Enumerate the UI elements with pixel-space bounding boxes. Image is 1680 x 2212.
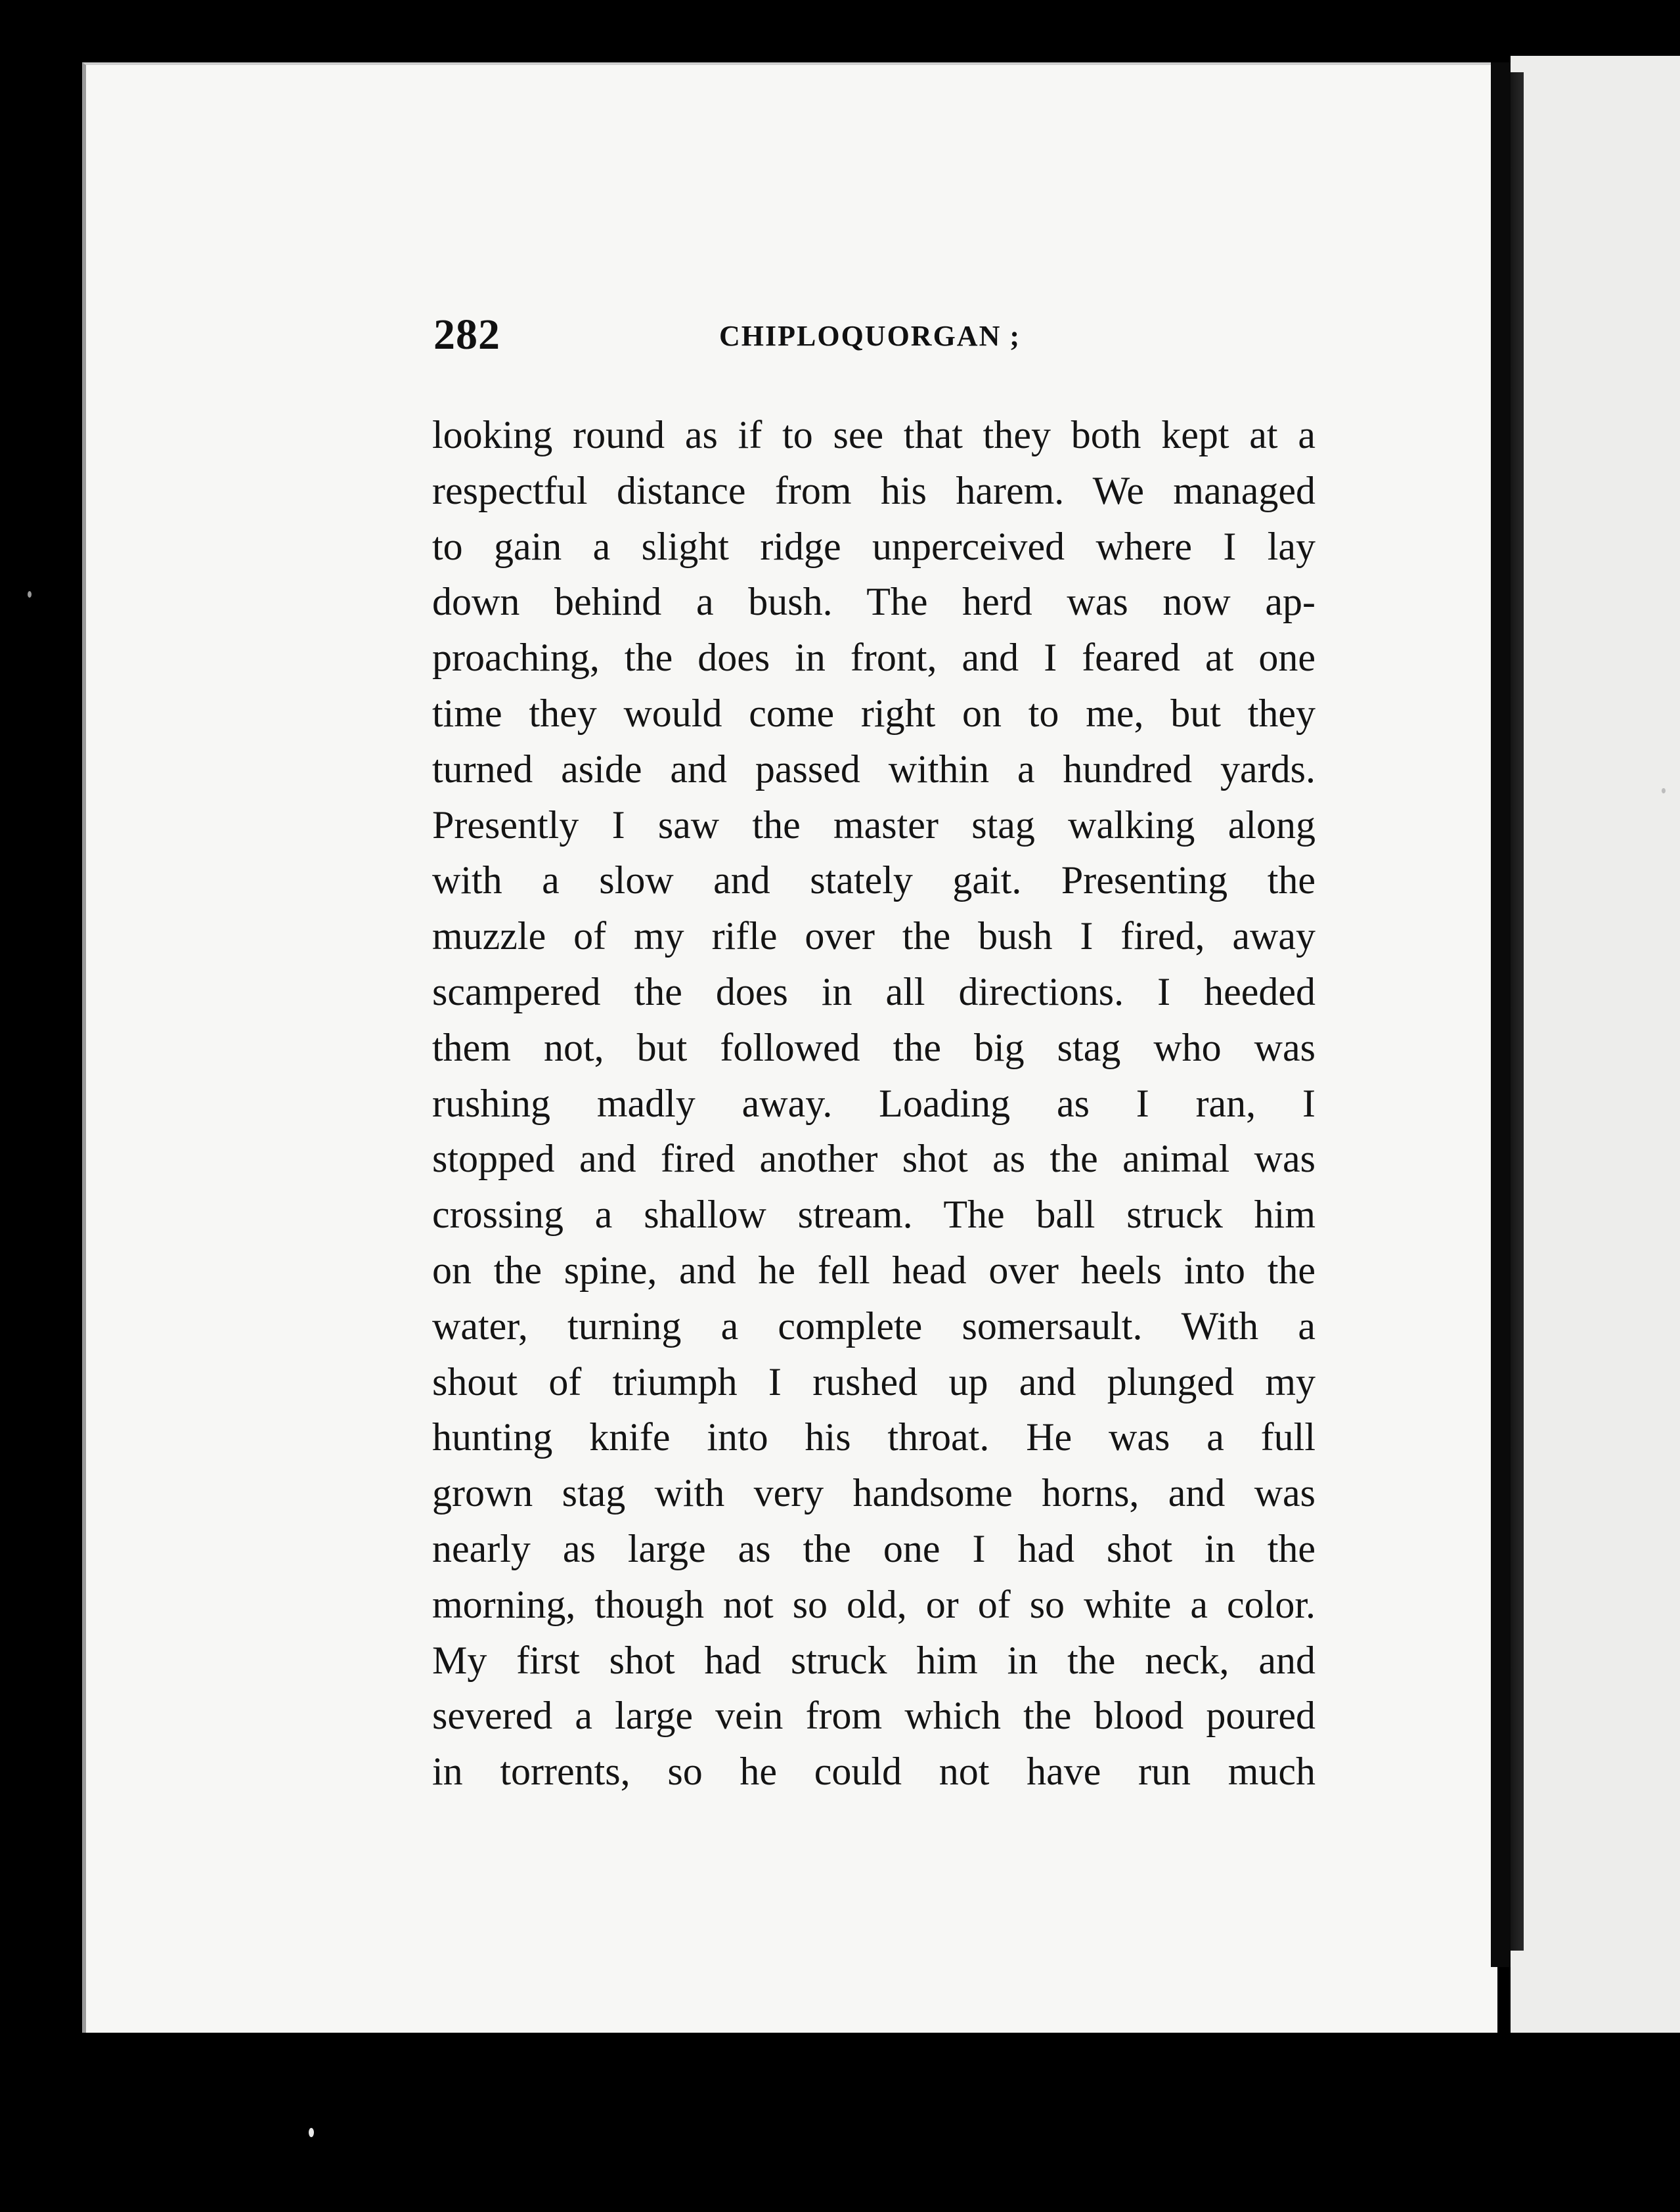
text-line-last: in torrents, so he could not have run much (432, 1750, 1315, 1794)
text-line: rushing madly away. Loading as I ran, I (432, 1081, 1315, 1125)
text-line: proaching, the does in front, and I feared at one (432, 636, 1315, 680)
text-line: time they would come right on to me, but they (432, 691, 1315, 735)
text-line: them not, but followed the big stag who was (432, 1025, 1315, 1069)
text-line: Presently I saw the master stag walking along (432, 803, 1315, 847)
text-line: crossing a shallow stream. The ball struck him (432, 1193, 1315, 1237)
scan-speck (1662, 788, 1666, 793)
text-line: muzzle of my rifle over the bush I fired, away (432, 914, 1315, 958)
text-line: with a slow and stately gait. Presenting the (432, 858, 1315, 902)
scan-speck (28, 591, 32, 598)
scan-bottom-margin (82, 2033, 1680, 2212)
text-line: down behind a bush. The herd was now ap- (432, 580, 1315, 624)
text-line: turned aside and passed within a hundred yards. (432, 747, 1315, 791)
text-line: looking round as if to see that they both kept at a (432, 413, 1315, 456)
text-line: respectful distance from his harem. We managed (432, 468, 1315, 512)
scan-speck (309, 2128, 314, 2137)
page-binding-edge (1491, 62, 1511, 1967)
text-line: stopped and fired another shot as the animal was (432, 1137, 1315, 1181)
adjacent-page-edge (1511, 56, 1680, 2039)
text-line: on the spine, and he fell head over heels into the (432, 1248, 1315, 1292)
text-line: severed a large vein from which the blood poured (432, 1694, 1315, 1738)
text-line: to gain a slight ridge unperceived where I lay (432, 524, 1315, 568)
page-number: 282 (433, 311, 500, 359)
running-head (433, 310, 1320, 369)
text-line: morning, though not so old, or of so white a color. (432, 1582, 1315, 1626)
text-line: water, turning a complete somersault. With a (432, 1304, 1315, 1348)
running-title: CHIPLOQUORGAN ; (719, 320, 1021, 352)
text-line: shout of triumph I rushed up and plunged my (432, 1360, 1315, 1404)
body-text (432, 407, 1315, 1800)
text-line: My first shot had struck him in the neck, and (432, 1638, 1315, 1682)
text-line: hunting knife into his throat. He was a full (432, 1415, 1315, 1459)
text-line: nearly as large as the one I had shot in the (432, 1526, 1315, 1570)
text-line: grown stag with very handsome horns, and was (432, 1471, 1315, 1515)
text-line: scampered the does in all directions. I heeded (432, 969, 1315, 1013)
